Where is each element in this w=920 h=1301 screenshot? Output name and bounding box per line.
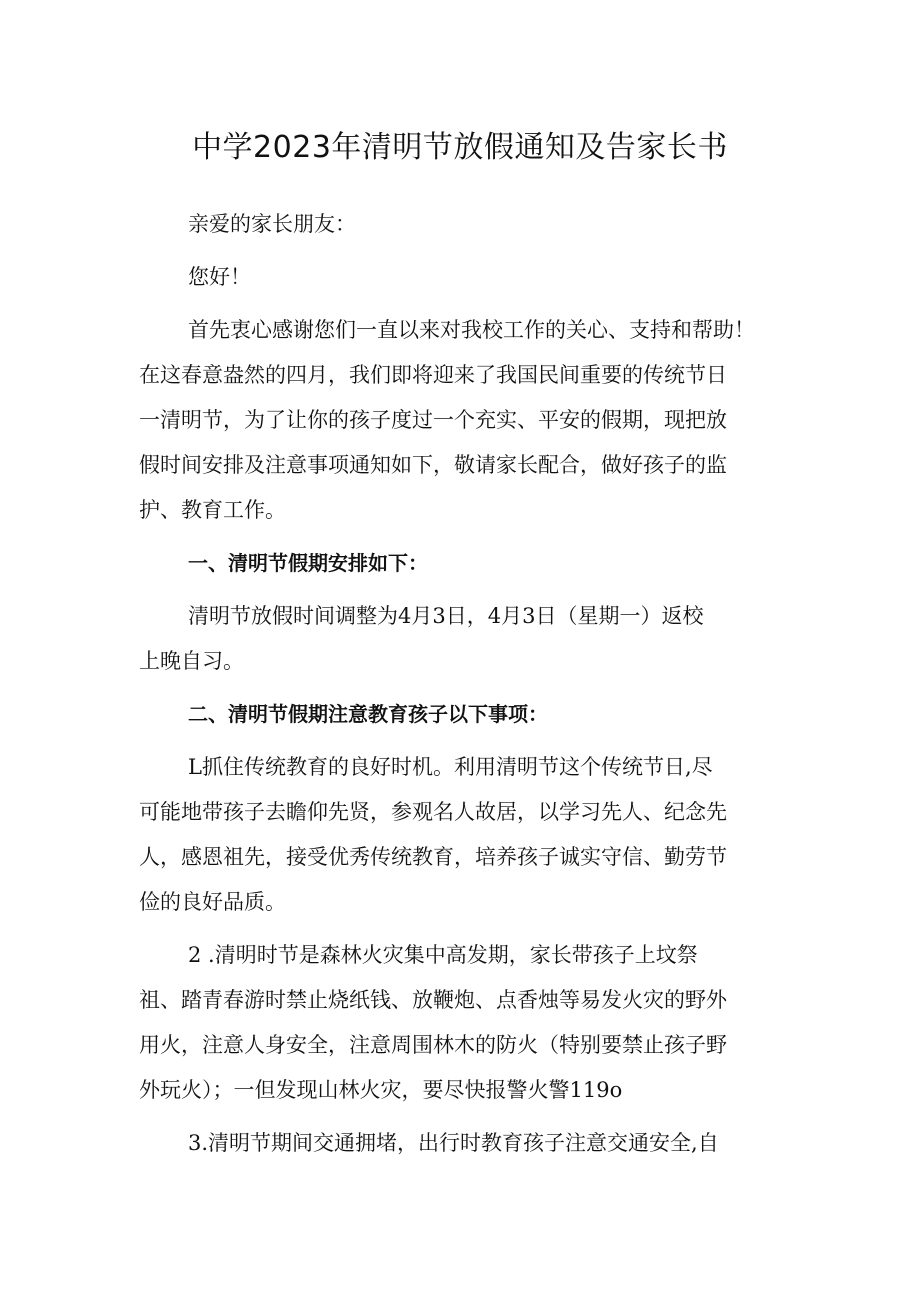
intro-paragraph [139, 308, 799, 533]
intro-line: 首先衷心感谢您们一直以来对我校工作的关心、支持和帮助！ [188, 318, 755, 342]
intro-line: 一清明节，为了让你的孩子度过一个充实、平安的假期，现把放 [139, 408, 727, 432]
section-1-line: 上晚自习。 [139, 649, 244, 673]
item-2-line: 用火，注意人身安全，注意周围林木的防火（特别要禁止孩子野 [139, 1033, 727, 1057]
item-3-line: 3.清明节期间交通拥堵，出行时教育孩子注意交通安全,自 [188, 1131, 719, 1155]
intro-line: 在这春意盎然的四月，我们即将迎来了我国民间重要的传统节日 [139, 363, 727, 387]
item-2-line: 祖、踏青春游时禁止烧纸钱、放鞭炮、点香烛等易发火灾的野外 [139, 988, 727, 1012]
salutation: 您好！ [188, 265, 251, 289]
section-1-heading: 一、清明节假期安排如下： [188, 551, 428, 575]
item-2-line: 2 .清明时节是森林火灾集中高发期，家长带孩子上坟祭 [188, 943, 698, 967]
section-1-paragraph [139, 594, 799, 684]
greeting: 亲爱的家长朋友： [188, 212, 356, 236]
document-title: 中学2023年清明节放假通知及告家长书 [192, 130, 728, 165]
item-2-paragraph [139, 933, 799, 1113]
item-2-line: 外玩火）；一但发现山林火灾，要尽快报警火警119o [139, 1078, 623, 1102]
section-1-line: 清明节放假时间调整为4月3日，4月3日（星期一）返校 [188, 604, 704, 628]
item-1-paragraph [139, 745, 799, 925]
intro-line: 护、教育工作。 [139, 498, 286, 522]
item-1-line: 俭的良好品质。 [139, 890, 286, 914]
item-1-line: 人，感恩祖先，接受优秀传统教育，培养孩子诚实守信、勤劳节 [139, 845, 727, 869]
section-2-heading: 二、清明节假期注意教育孩子以下事项： [188, 702, 548, 726]
intro-line: 假时间安排及注意事项通知如下，敬请家长配合，做好孩子的监 [139, 453, 727, 477]
item-1-line: 可能地带孩子去瞻仰先贤，参观名人故居，以学习先人、纪念先 [139, 800, 727, 824]
item-1-line: L抓住传统教育的良好时机。利用清明节这个传统节日,尽 [188, 755, 713, 779]
item-3-paragraph [139, 1121, 799, 1166]
document-body [139, 202, 799, 1174]
